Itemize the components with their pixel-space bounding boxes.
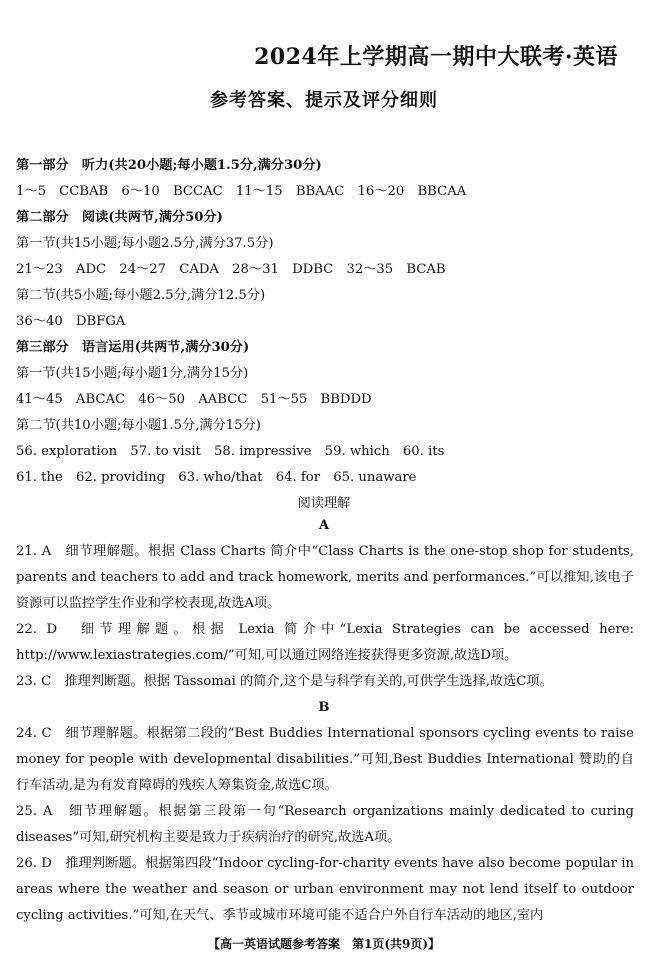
reading-heading: 阅读理解 [297, 496, 351, 511]
explanation-q22: 22. D 细节理解题。根据 Lexia 简介中“Lexia Strategies can be accessed here: http://www.lexiastrategies.com/”可知,可以通过网络连接获得更多资源,故选D项。 [16, 622, 634, 663]
explanation-q21: 21. A 细节理解题。根据 Class Charts 简介中“Class Charts is the one-stop shop for students, parents and teachers to add and track homework, merits and performances.”可以推知,该电子资源可以监控学生作业和学校表现,故选A项。 [16, 544, 634, 611]
part3-section2-title: 第二节(共10小题;每小题1.5分,满分15分) [16, 418, 261, 433]
part3-section1-title: 第一节(共15小题;每小题1分,满分15分) [16, 366, 249, 381]
explanation-q23: 23. C 推理判断题。根据 Tassomai 的简介,这个是与科学有关的,可供学生选择,故选C项。 [16, 674, 553, 689]
part1-title: 第一部分 听力(共20小题;每小题1.5分,满分30分) [16, 158, 322, 173]
part1-answers: 1～5 CCBAB 6～10 BCCAC 11～15 BBAAC 16～20 BBCAA [16, 184, 467, 199]
part3-section2-answers-2: 61. the 62. providing 63. who/that 64. for 65. unaware [16, 470, 417, 485]
explanation-q25: 25. A 细节理解题。根据第三段第一句“Research organizations mainly dedicated to curing diseases”可知,研究机构主要是致力于疾病治疗的研究,故选A项。 [16, 804, 634, 845]
explanation-q26: 26. D 推理判断题。根据第四段“Indoor cycling-for-charity events have also become popular in areas where the weather and season or urban environment may not lend itself to outdoor cycling activities.”可知,在天气、季节或城市环境可能不适合户外自行车活动的地区,室内 [16, 856, 634, 923]
part2-section2-title: 第二节(共5小题;每小题2.5分,满分12.5分) [16, 288, 266, 303]
part3-section1-answers: 41～45 ABCAC 46～50 AABCC 51～55 BBDDD [16, 392, 372, 407]
section-a-heading: A [318, 518, 330, 533]
explanation-q24: 24. C 细节理解题。根据第二段的“Best Buddies International sponsors cycling events to raise money for people with developmental disabilities.”可知,Best Buddies International 赞助的自行车活动,是为有发育障碍的残疾人筹集资金,故选C项。 [16, 726, 634, 793]
part2-section1-title: 第一节(共15小题;每小题2.5分,满分37.5分) [16, 236, 274, 251]
part2-section1-answers: 21～23 ADC 24～27 CADA 28～31 DDBC 32～35 BCAB [16, 262, 446, 277]
page-title: 2024年上学期高一期中大联考·英语 [254, 44, 618, 70]
part2-title: 第二部分 阅读(共两节,满分50分) [16, 210, 223, 225]
part3-title: 第三部分 语言运用(共两节,满分30分) [16, 340, 250, 355]
page-footer: 【高一英语试题参考答案 第1页(共9页)】 [207, 937, 441, 951]
part2-section2-answers: 36～40 DBFGA [16, 314, 126, 329]
section-b-heading: B [318, 700, 330, 715]
page-subtitle: 参考答案、提示及评分细则 [210, 90, 438, 111]
part3-section2-answers-1: 56. exploration 57. to visit 58. impressive 59. which 60. its [16, 444, 445, 459]
